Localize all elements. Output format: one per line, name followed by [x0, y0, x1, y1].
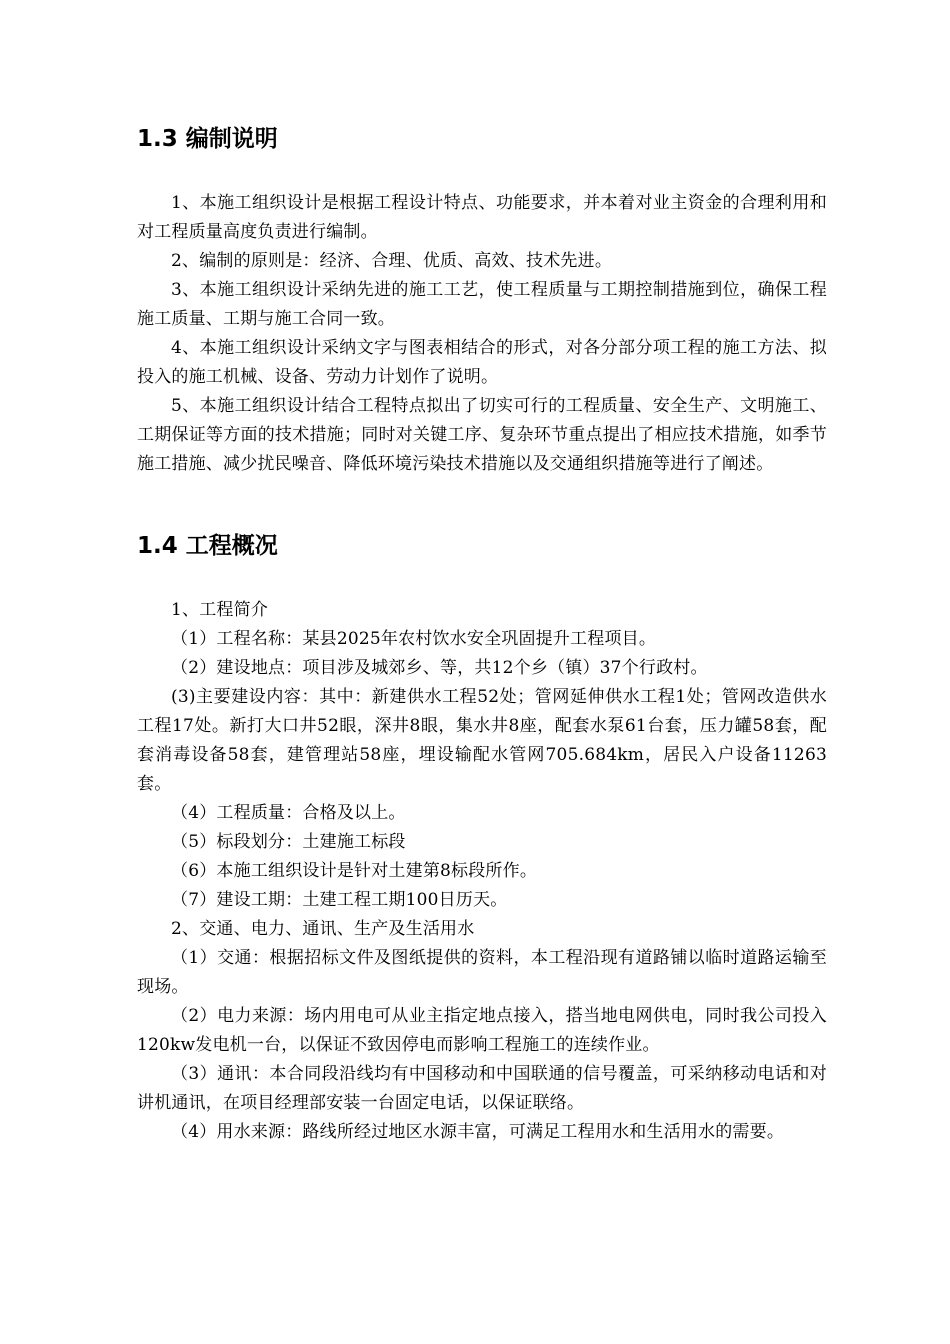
paragraph: 1、工程简介: [171, 600, 269, 620]
paragraph: （5）标段划分：土建施工标段: [171, 832, 406, 852]
section-heading-1-4: 1.4 工程概况: [137, 533, 278, 559]
paragraph: 2、交通、电力、通讯、生产及生活用水: [171, 919, 475, 939]
section-1-3-body: [137, 189, 827, 479]
paragraph: 4、本施工组织设计采纳文字与图表相结合的形式，对各分部分项工程的施工方法、拟投入的施工机械、设备、劳动力计划作了说明。: [137, 338, 827, 387]
paragraph: 1、本施工组织设计是根据工程设计特点、功能要求，并本着对业主资金的合理利用和对工程质量高度负责进行编制。: [137, 193, 827, 242]
paragraph: （2）电力来源：场内用电可从业主指定地点接入，搭当地电网供电，同时我公司投入120kw发电机一台，以保证不致因停电而影响工程施工的连续作业。: [137, 1006, 827, 1055]
paragraph: （1）交通：根据招标文件及图纸提供的资料，本工程沿现有道路铺以临时道路运输至现场。: [137, 948, 827, 997]
section-1-4-body: [137, 596, 827, 1147]
paragraph: 5、本施工组织设计结合工程特点拟出了切实可行的工程质量、安全生产、文明施工、工期保证等方面的技术措施；同时对关键工序、复杂环节重点提出了相应技术措施，如季节施工措施、减少扰民噪音、降低环境污染技术措施以及交通组织措施等进行了阐述。: [137, 396, 827, 474]
paragraph: （1）工程名称：某县2025年农村饮水安全巩固提升工程项目。: [171, 629, 657, 649]
paragraph: （4）用水来源：路线所经过地区水源丰富，可满足工程用水和生活用水的需要。: [171, 1122, 785, 1142]
paragraph: 2、编制的原则是：经济、合理、优质、高效、技术先进。: [171, 251, 613, 271]
paragraph: （6）本施工组织设计是针对土建第8标段所作。: [171, 861, 538, 881]
paragraph: （3）通讯：本合同段沿线均有中国移动和中国联通的信号覆盖，可采纳移动电话和对讲机通讯，在项目经理部安装一台固定电话，以保证联络。: [137, 1064, 827, 1113]
paragraph: （7）建设工期：土建工程工期100日历天。: [171, 890, 508, 910]
paragraph: （2）建设地点：项目涉及城郊乡、等，共12个乡（镇）37个行政村。: [171, 658, 708, 678]
paragraph: （4）工程质量：合格及以上。: [171, 803, 406, 823]
section-heading-1-3: 1.3 编制说明: [137, 126, 278, 152]
paragraph: (3)主要建设内容：其中：新建供水工程52处；管网延伸供水工程1处；管网改造供水工程17处。新打大口井52眼，深井8眼，集水井8座，配套水泵61台套，压力罐58套，配套消毒设备58套，建管理站58座，埋设输配水管网705.684km，居民入户设备11263套。: [137, 687, 827, 794]
paragraph: 3、本施工组织设计采纳先进的施工工艺，使工程质量与工期控制措施到位，确保工程施工质量、工期与施工合同一致。: [137, 280, 827, 329]
